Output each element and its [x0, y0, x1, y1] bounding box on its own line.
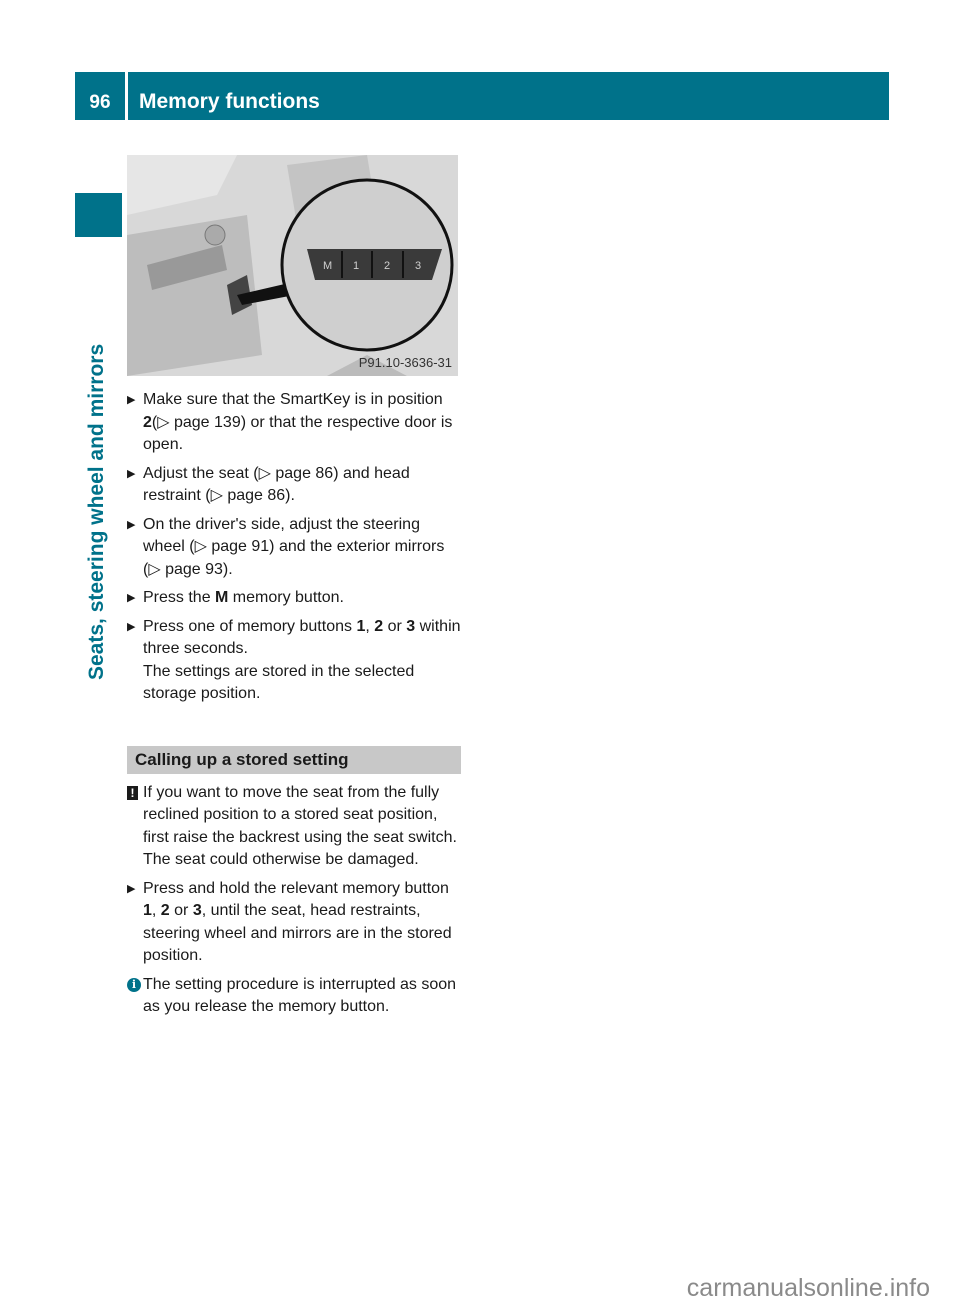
side-tab-marker: [75, 193, 122, 237]
memory-buttons-figure: [127, 155, 458, 376]
info-text: The setting procedure is interrupted as soon as you release the memory button.: [143, 975, 457, 1015]
step-arrow-icon: ▶: [127, 518, 136, 531]
section-heading: Calling up a stored setting: [127, 746, 461, 774]
door-panel-illustration: [127, 155, 458, 376]
warning-note: [127, 782, 461, 872]
warning-icon: !: [127, 786, 138, 800]
side-tab-label: Seats, steering wheel and mirrors: [85, 343, 108, 680]
step-result: The settings are stored in the selected storage position.: [143, 662, 415, 702]
step-arrow-icon: ▶: [127, 394, 136, 406]
step-arrow-icon: ▶: [127, 592, 136, 604]
warning-text: If you want to move the seat from the fully reclined position to a stored seat position, first raise the backrest using the seat switch. The seat could otherwise be damaged.: [143, 783, 457, 868]
content-column: [127, 389, 461, 1025]
instruction-step: ▶ Press one of memory buttons 1, 2 or 3 within three seconds. The settings are stored in the selected storage position.: [127, 617, 461, 702]
instruction-step: ▶ On the driver's side, adjust the steering wheel (▷ page 91) and the exterior mirrors (▷ page 93).: [127, 515, 445, 578]
recall-step: [127, 878, 461, 968]
instruction-step: ▶ Press and hold the relevant memory button 1, 2 or 3, until the seat, head restraints, steering wheel and mirrors are in the stored position.: [127, 879, 452, 964]
step-arrow-icon: ▶: [127, 882, 136, 895]
figure-label: P91.10-3636-31: [358, 355, 452, 370]
svg-text:1: 1: [353, 260, 360, 272]
step-arrow-icon: ▶: [127, 467, 136, 480]
svg-text:3: 3: [415, 260, 422, 272]
page-title: Memory functions: [128, 72, 889, 120]
watermark: carmanualsonline.info: [686, 1274, 930, 1302]
step-arrow-icon: ▶: [127, 620, 136, 633]
instruction-step: ▶ Press the M memory button.: [127, 587, 461, 610]
info-icon: i: [127, 978, 141, 992]
svg-text:M: M: [323, 260, 333, 272]
info-note: [127, 974, 461, 1019]
instruction-step: ▶ Adjust the seat (▷ page 86) and head restraint (▷ page 86).: [127, 464, 410, 504]
store-steps: [127, 389, 461, 706]
page-number: 96: [75, 72, 125, 120]
svg-text:2: 2: [384, 260, 391, 272]
instruction-step: ▶ Make sure that the SmartKey is in position 2(▷ page 139) or that the respective door is open.: [127, 391, 453, 453]
